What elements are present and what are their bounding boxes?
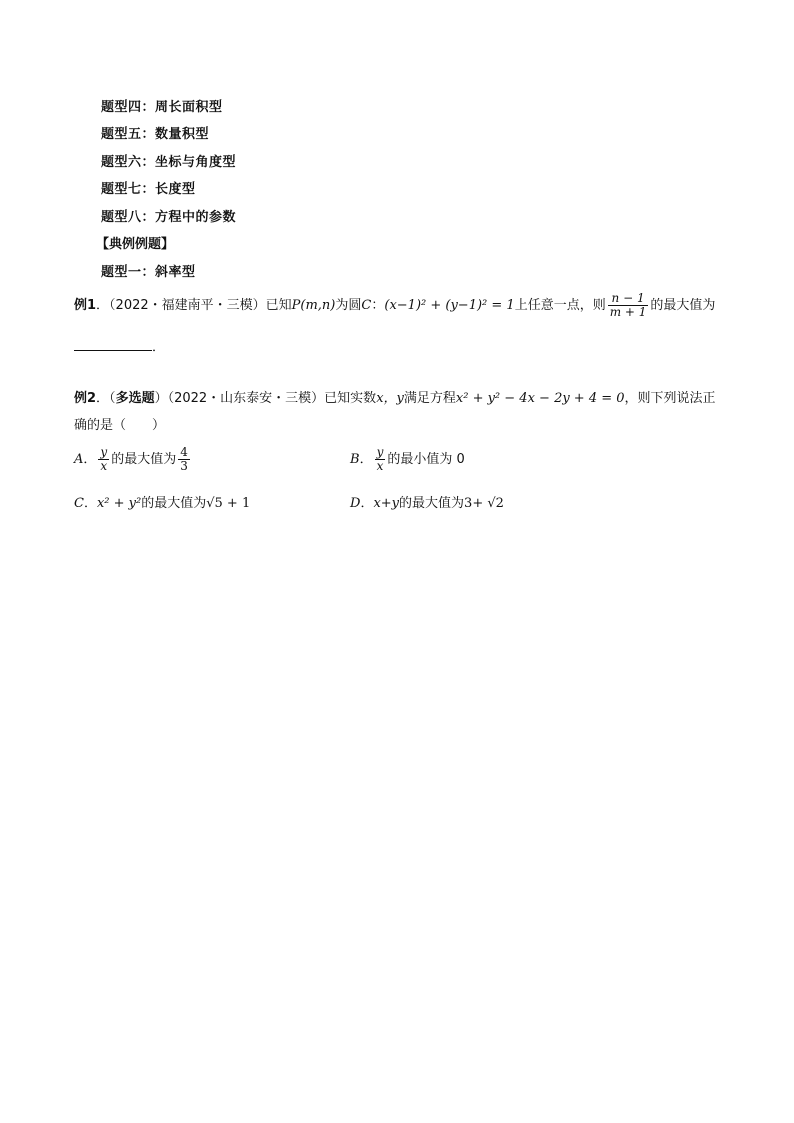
example-2-label: 例2 [74, 391, 97, 406]
example-1-end-mark: ． [152, 340, 166, 355]
option-c-text: 的最大值为 [141, 496, 207, 511]
example-1-line-1 [74, 292, 715, 319]
example-1-label: 例1 [74, 298, 97, 313]
toc-item-5: 题型五：数量积型 [101, 127, 210, 142]
option-b-fraction: $\frac{y}{x}$ [376, 445, 384, 473]
section-heading: 【典例例题】 [96, 237, 175, 252]
option-a-text: 的最大值为 [111, 452, 177, 467]
example-1-frac-den: m + 1 [609, 305, 647, 319]
example-2-text-a: 已知实数 [324, 391, 377, 406]
option-c-value: √5 + 1 [206, 496, 251, 511]
example-1-source: ．（2022・福建南平・三模） [96, 298, 266, 313]
answer-blank [74, 338, 152, 351]
example-1-text-b: 为圆 [335, 298, 362, 313]
example-1-text-c: 上任意一点，则 [514, 298, 606, 313]
example-1-frac-num: n − 1 [608, 292, 649, 306]
example-2-equation: x² + y² − 4x − 2y + 4 = 0 [455, 391, 625, 406]
toc-item-8: 题型八：方程中的参数 [101, 210, 237, 225]
option-a-letter: A [74, 452, 84, 467]
example-2-line-1 [74, 387, 716, 406]
option-c-expr: x² + y² [96, 496, 142, 511]
example-1-line-2 [74, 336, 165, 355]
toc-item-7: 题型七：长度型 [101, 182, 196, 197]
option-b: B． $\frac{y}{x}$ 的最小值为 0 [350, 445, 465, 473]
example-2-source-b: ）（2022・山东泰安・三模） [154, 391, 325, 406]
example-1-equation: (x−1)² + (y−1)² = 1 [384, 298, 515, 313]
example-1-text-a: 已知 [265, 298, 292, 313]
example-1-text-d: 的最大值为 [650, 298, 716, 313]
option-d-text: 的最大值为 [399, 496, 465, 511]
option-b-text: 的最小值为 0 [387, 452, 465, 467]
option-c-letter: C [74, 496, 84, 511]
option-b-letter: B [350, 452, 360, 467]
example-2-tag: 多选题 [115, 391, 155, 406]
example-1-fraction [608, 292, 649, 319]
option-a: A． $\frac{y}{x}$ 的最大值为 $\frac{4}{3}$ [74, 445, 188, 473]
toc-item-6: 题型六：坐标与角度型 [101, 155, 237, 170]
toc-item-4: 题型四：周长面积型 [101, 100, 223, 115]
subsection-heading: 题型一：斜率型 [101, 265, 196, 280]
example-1-point: P(m,n) [291, 298, 336, 313]
option-a-fraction: $\frac{y}{x}$ [100, 445, 108, 473]
option-a-value-fraction: $\frac{4}{3}$ [180, 445, 188, 473]
option-d-letter: D [350, 496, 361, 511]
example-2-source-a: ．（ [96, 391, 116, 406]
example-2-vars: x，y [376, 391, 404, 406]
example-1-colon: ： [371, 298, 385, 313]
example-2-line-2: 确的是（ ） [74, 418, 166, 433]
option-d-expr: x+y [373, 496, 400, 511]
example-1-circle-name: C [361, 298, 372, 313]
option-d: D．x+y的最大值为3+ √2 [350, 496, 504, 511]
example-2-text-c: ，则下列说法正 [624, 391, 716, 406]
example-2-text-b: 满足方程 [403, 391, 456, 406]
option-d-value: 3+ √2 [464, 496, 504, 511]
option-c: C．x² + y²的最大值为√5 + 1 [74, 496, 251, 511]
